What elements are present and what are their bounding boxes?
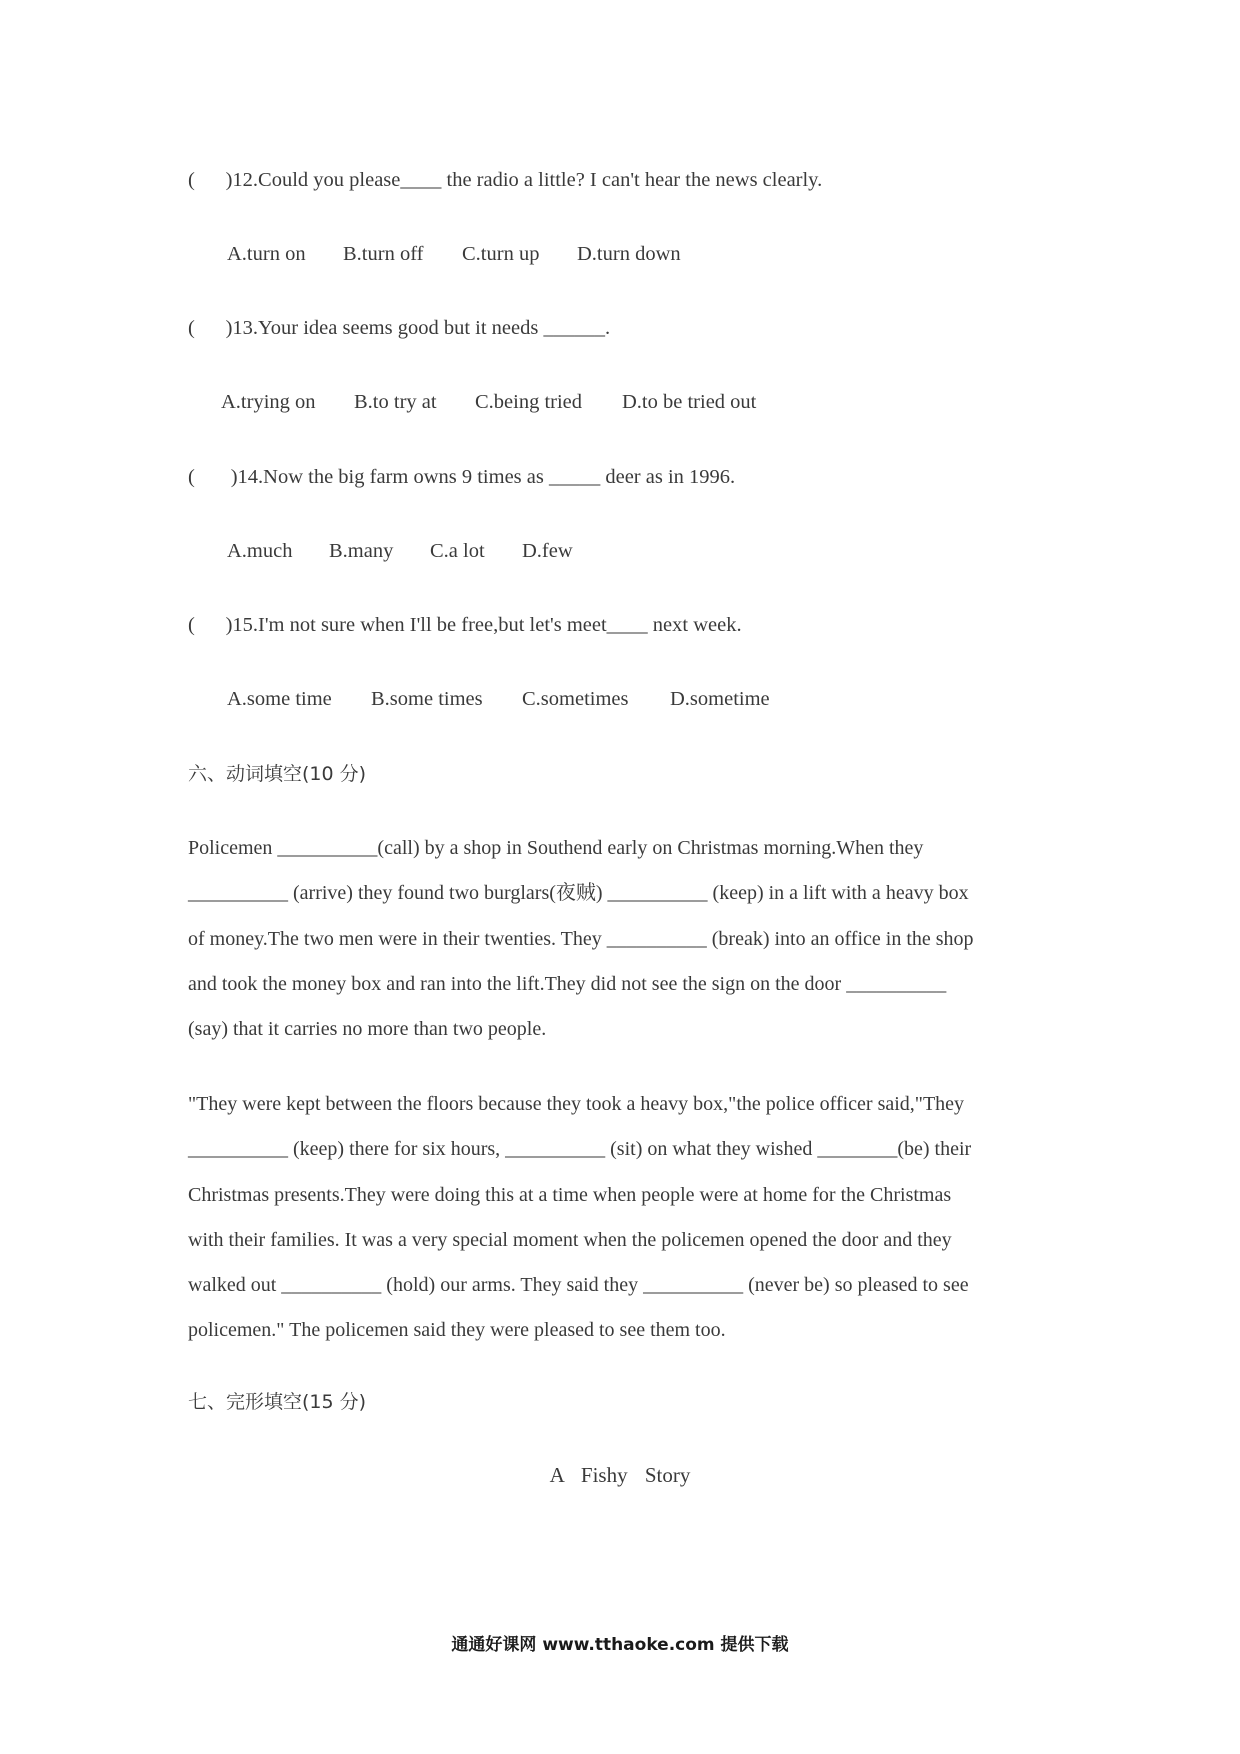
option-d: D.to be tried out [622,391,757,413]
option-a: A.some time [227,688,332,710]
question-14-stem: ( )14.Now the big farm owns 9 times as _____ deer as in 1996. [188,466,736,488]
section-6-paragraph-1 [188,826,1068,1052]
paragraph-line: __________ (keep) there for six hours, __________ (sit) on what they wished ________(be) their [188,1138,972,1161]
paragraph-line: walked out __________ (hold) our arms. They said they __________ (never be) so pleased to see [188,1274,969,1297]
option-d: D.few [522,540,573,562]
paragraph-line: (say) that it carries no more than two people. [188,1018,547,1041]
paragraph-line: "They were kept between the floors because they took a heavy box,"the police officer said,"They [188,1093,965,1115]
option-b: B.many [329,540,394,562]
paragraph-line: policemen." The policemen said they were pleased to see them too. [188,1319,726,1342]
option-c: C.a lot [430,540,485,562]
section-6-paragraph-2 [188,1082,1068,1354]
question-12-stem: ( )12.Could you please____ the radio a little? I can't hear the news clearly. [188,169,823,191]
option-b: B.to try at [354,391,437,413]
option-b: B.some times [371,688,483,710]
option-c: C.turn up [462,243,540,265]
question-13-stem: ( )13.Your idea seems good but it needs ______. [188,317,611,339]
option-d: D.turn down [577,243,681,265]
option-d: D.sometime [670,688,770,710]
paragraph-line: Christmas presents.They were doing this at a time when people were at home for the Christmas [188,1183,952,1206]
option-c: C.sometimes [522,688,629,710]
paragraph-line: and took the money box and ran into the lift.They did not see the sign on the door __________ [188,972,947,995]
option-a: A.trying on [221,391,316,413]
option-c: C.being tried [475,391,583,413]
section-7-heading: 七、完形填空(15 分) [188,1391,367,1413]
paragraph-line: __________ (arrive) they found two burglars(夜贼) __________ (keep) in a lift with a heavy box [188,882,969,905]
footer-source: 通通好课网 www.tthaoke.com 提供下载 [451,1635,789,1655]
option-a: A.much [227,540,293,562]
paragraph-line: Policemen __________(call) by a shop in Southend early on Christmas morning.When they [188,837,924,859]
paragraph-line: with their families. It was a very special moment when the policemen opened the door and they [188,1228,952,1251]
section-6-heading: 六、动词填空(10 分) [188,763,367,785]
option-b: B.turn off [343,243,424,265]
passage-title: A Fishy Story [549,1463,691,1487]
option-a: A.turn on [227,243,306,265]
question-15-stem: ( )15.I'm not sure when I'll be free,but let's meet____ next week. [188,614,742,636]
paragraph-line: of money.The two men were in their twenties. They __________ (break) into an office in the shop [188,927,974,950]
